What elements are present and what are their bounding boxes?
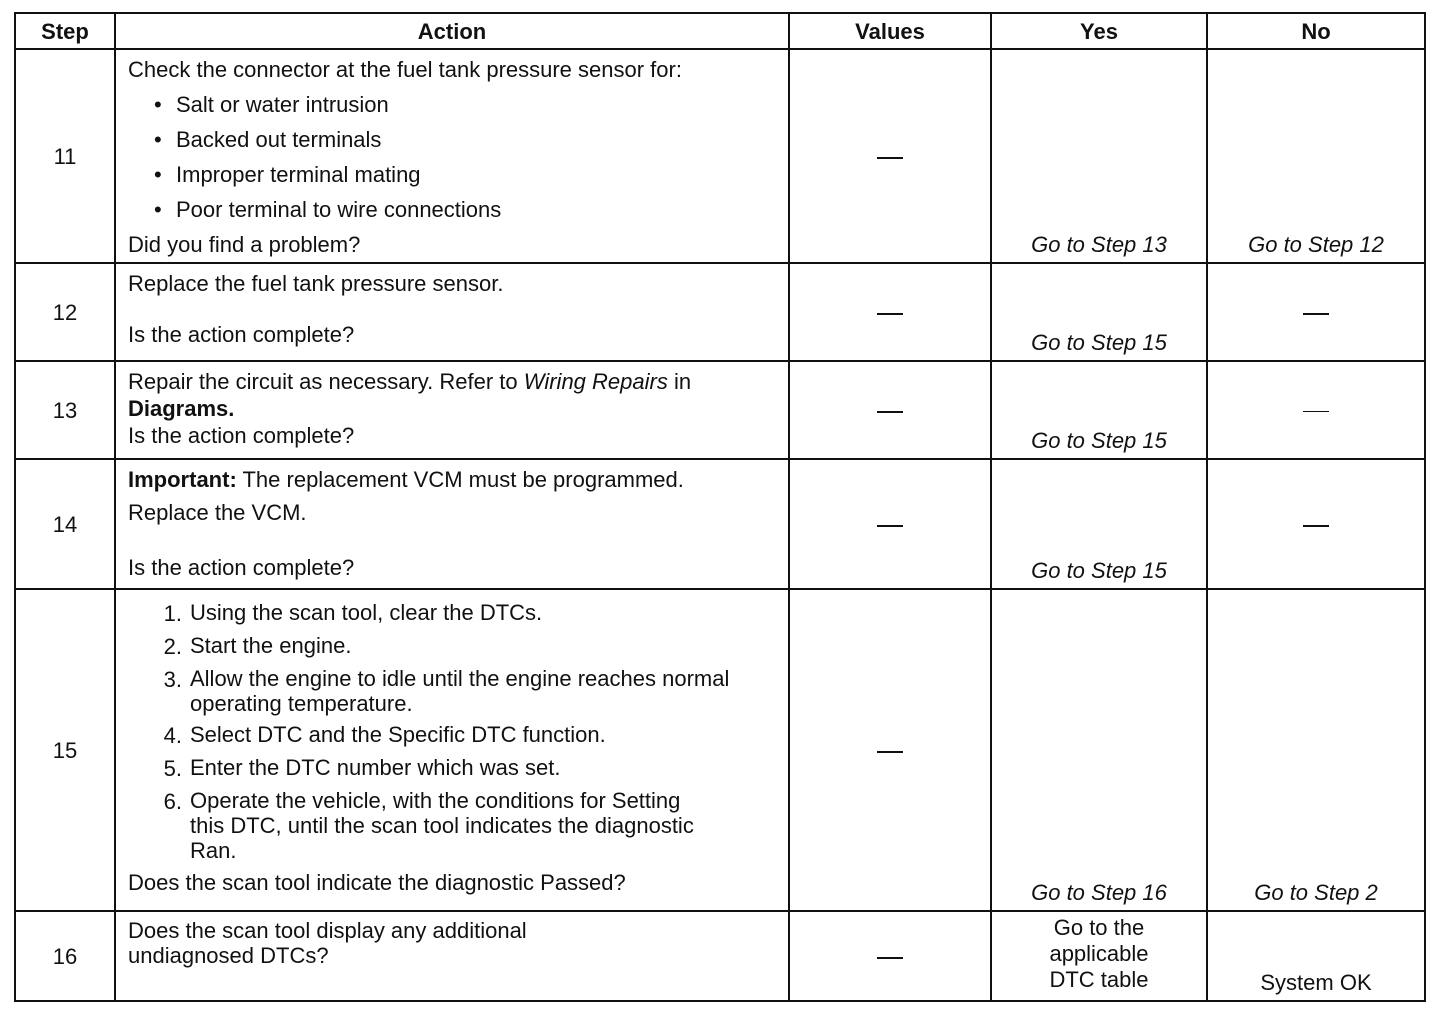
header-step: Step — [15, 13, 115, 49]
header-values: Values — [789, 13, 991, 49]
yes-cell: Go to Step 15 — [991, 361, 1207, 459]
table-row-13 — [15, 361, 1425, 459]
action-text: Replace the fuel tank pressure sensor. — [128, 271, 504, 296]
values-cell — [789, 589, 991, 911]
header-action: Action — [115, 13, 789, 49]
list-item: • Improper terminal mating — [128, 161, 778, 188]
values-cell — [789, 263, 991, 361]
diagnostic-table — [14, 12, 1426, 1002]
list-item: 2. Start the engine. — [163, 633, 352, 659]
no-cell: System OK — [1207, 911, 1425, 1001]
header-no: No — [1207, 13, 1425, 49]
values-cell — [789, 459, 991, 589]
values-cell — [789, 361, 991, 459]
question-text: Does the scan tool indicate the diagnostic Passed? — [128, 870, 626, 895]
action-cell — [115, 589, 789, 911]
dash-mark — [1303, 313, 1329, 315]
action-cell — [115, 263, 789, 361]
yes-cell: Go to the applicable DTC table — [991, 911, 1207, 1001]
list-item: 1. Using the scan tool, clear the DTCs. — [163, 600, 543, 626]
table-row-15 — [15, 589, 1425, 911]
dash-mark — [1303, 411, 1329, 412]
action-cell — [115, 361, 789, 459]
yes-cell: Go to Step 13 — [991, 49, 1207, 263]
no-cell — [1207, 263, 1425, 361]
no-cell — [1207, 459, 1425, 589]
table-row-14 — [15, 459, 1425, 589]
numbered-list — [128, 600, 778, 863]
list-item: 3. Allow the engine to idle until the engine reaches normal operating temperature. — [163, 666, 730, 716]
list-item: • Salt or water intrusion — [128, 91, 778, 118]
dash-mark — [877, 957, 903, 959]
question-text: Is the action complete? — [128, 423, 355, 448]
dash-mark — [877, 411, 903, 413]
header-yes: Yes — [991, 13, 1207, 49]
question-text: Is the action complete? — [128, 322, 355, 347]
action-text: Replace the VCM. — [128, 500, 307, 525]
action-text: Repair the circuit as necessary. Refer to Wiring Repairs in — [128, 369, 692, 394]
action-cell — [115, 911, 789, 1001]
question-text: Did you find a problem? — [128, 232, 361, 257]
table-row-12 — [15, 263, 1425, 361]
no-cell — [1207, 361, 1425, 459]
dash-mark — [877, 313, 903, 315]
dash-mark — [877, 525, 903, 527]
step-number: 14 — [15, 459, 115, 589]
list-item: • Backed out terminals — [128, 126, 778, 153]
question-text: Does the scan tool display any additional — [128, 918, 527, 943]
dash-mark — [877, 157, 903, 159]
action-text: Check the connector at the fuel tank pressure sensor for: — [128, 57, 682, 82]
step-number: 15 — [15, 589, 115, 911]
action-cell — [115, 49, 789, 263]
values-cell — [789, 911, 991, 1001]
step-number: 16 — [15, 911, 115, 1001]
no-cell: Go to Step 12 — [1207, 49, 1425, 263]
yes-cell: Go to Step 15 — [991, 263, 1207, 361]
list-item: 6. Operate the vehicle, with the conditions for Setting this DTC, until the scan tool indicates the diagnostic Ran. — [163, 788, 694, 863]
header-row — [15, 13, 1425, 49]
list-item: 5. Enter the DTC number which was set. — [163, 755, 561, 781]
step-number: 11 — [15, 49, 115, 263]
step-number: 13 — [15, 361, 115, 459]
question-text: undiagnosed DTCs? — [128, 943, 329, 968]
yes-cell: Go to Step 16 — [991, 589, 1207, 911]
no-cell: Go to Step 2 — [1207, 589, 1425, 911]
table-row-11 — [15, 49, 1425, 263]
action-cell — [115, 459, 789, 589]
yes-cell: Go to Step 15 — [991, 459, 1207, 589]
list-item: • Poor terminal to wire connections — [128, 196, 778, 223]
table-row-16 — [15, 911, 1425, 1001]
values-cell — [789, 49, 991, 263]
step-number: 12 — [15, 263, 115, 361]
important-note: Important: The replacement VCM must be programmed. — [128, 467, 684, 492]
question-text: Is the action complete? — [128, 555, 355, 580]
dash-mark — [1303, 525, 1329, 527]
list-item: 4. Select DTC and the Specific DTC function. — [163, 722, 606, 748]
bullet-list — [128, 91, 778, 223]
action-text-bold: Diagrams. — [128, 396, 235, 421]
dash-mark — [877, 751, 903, 753]
